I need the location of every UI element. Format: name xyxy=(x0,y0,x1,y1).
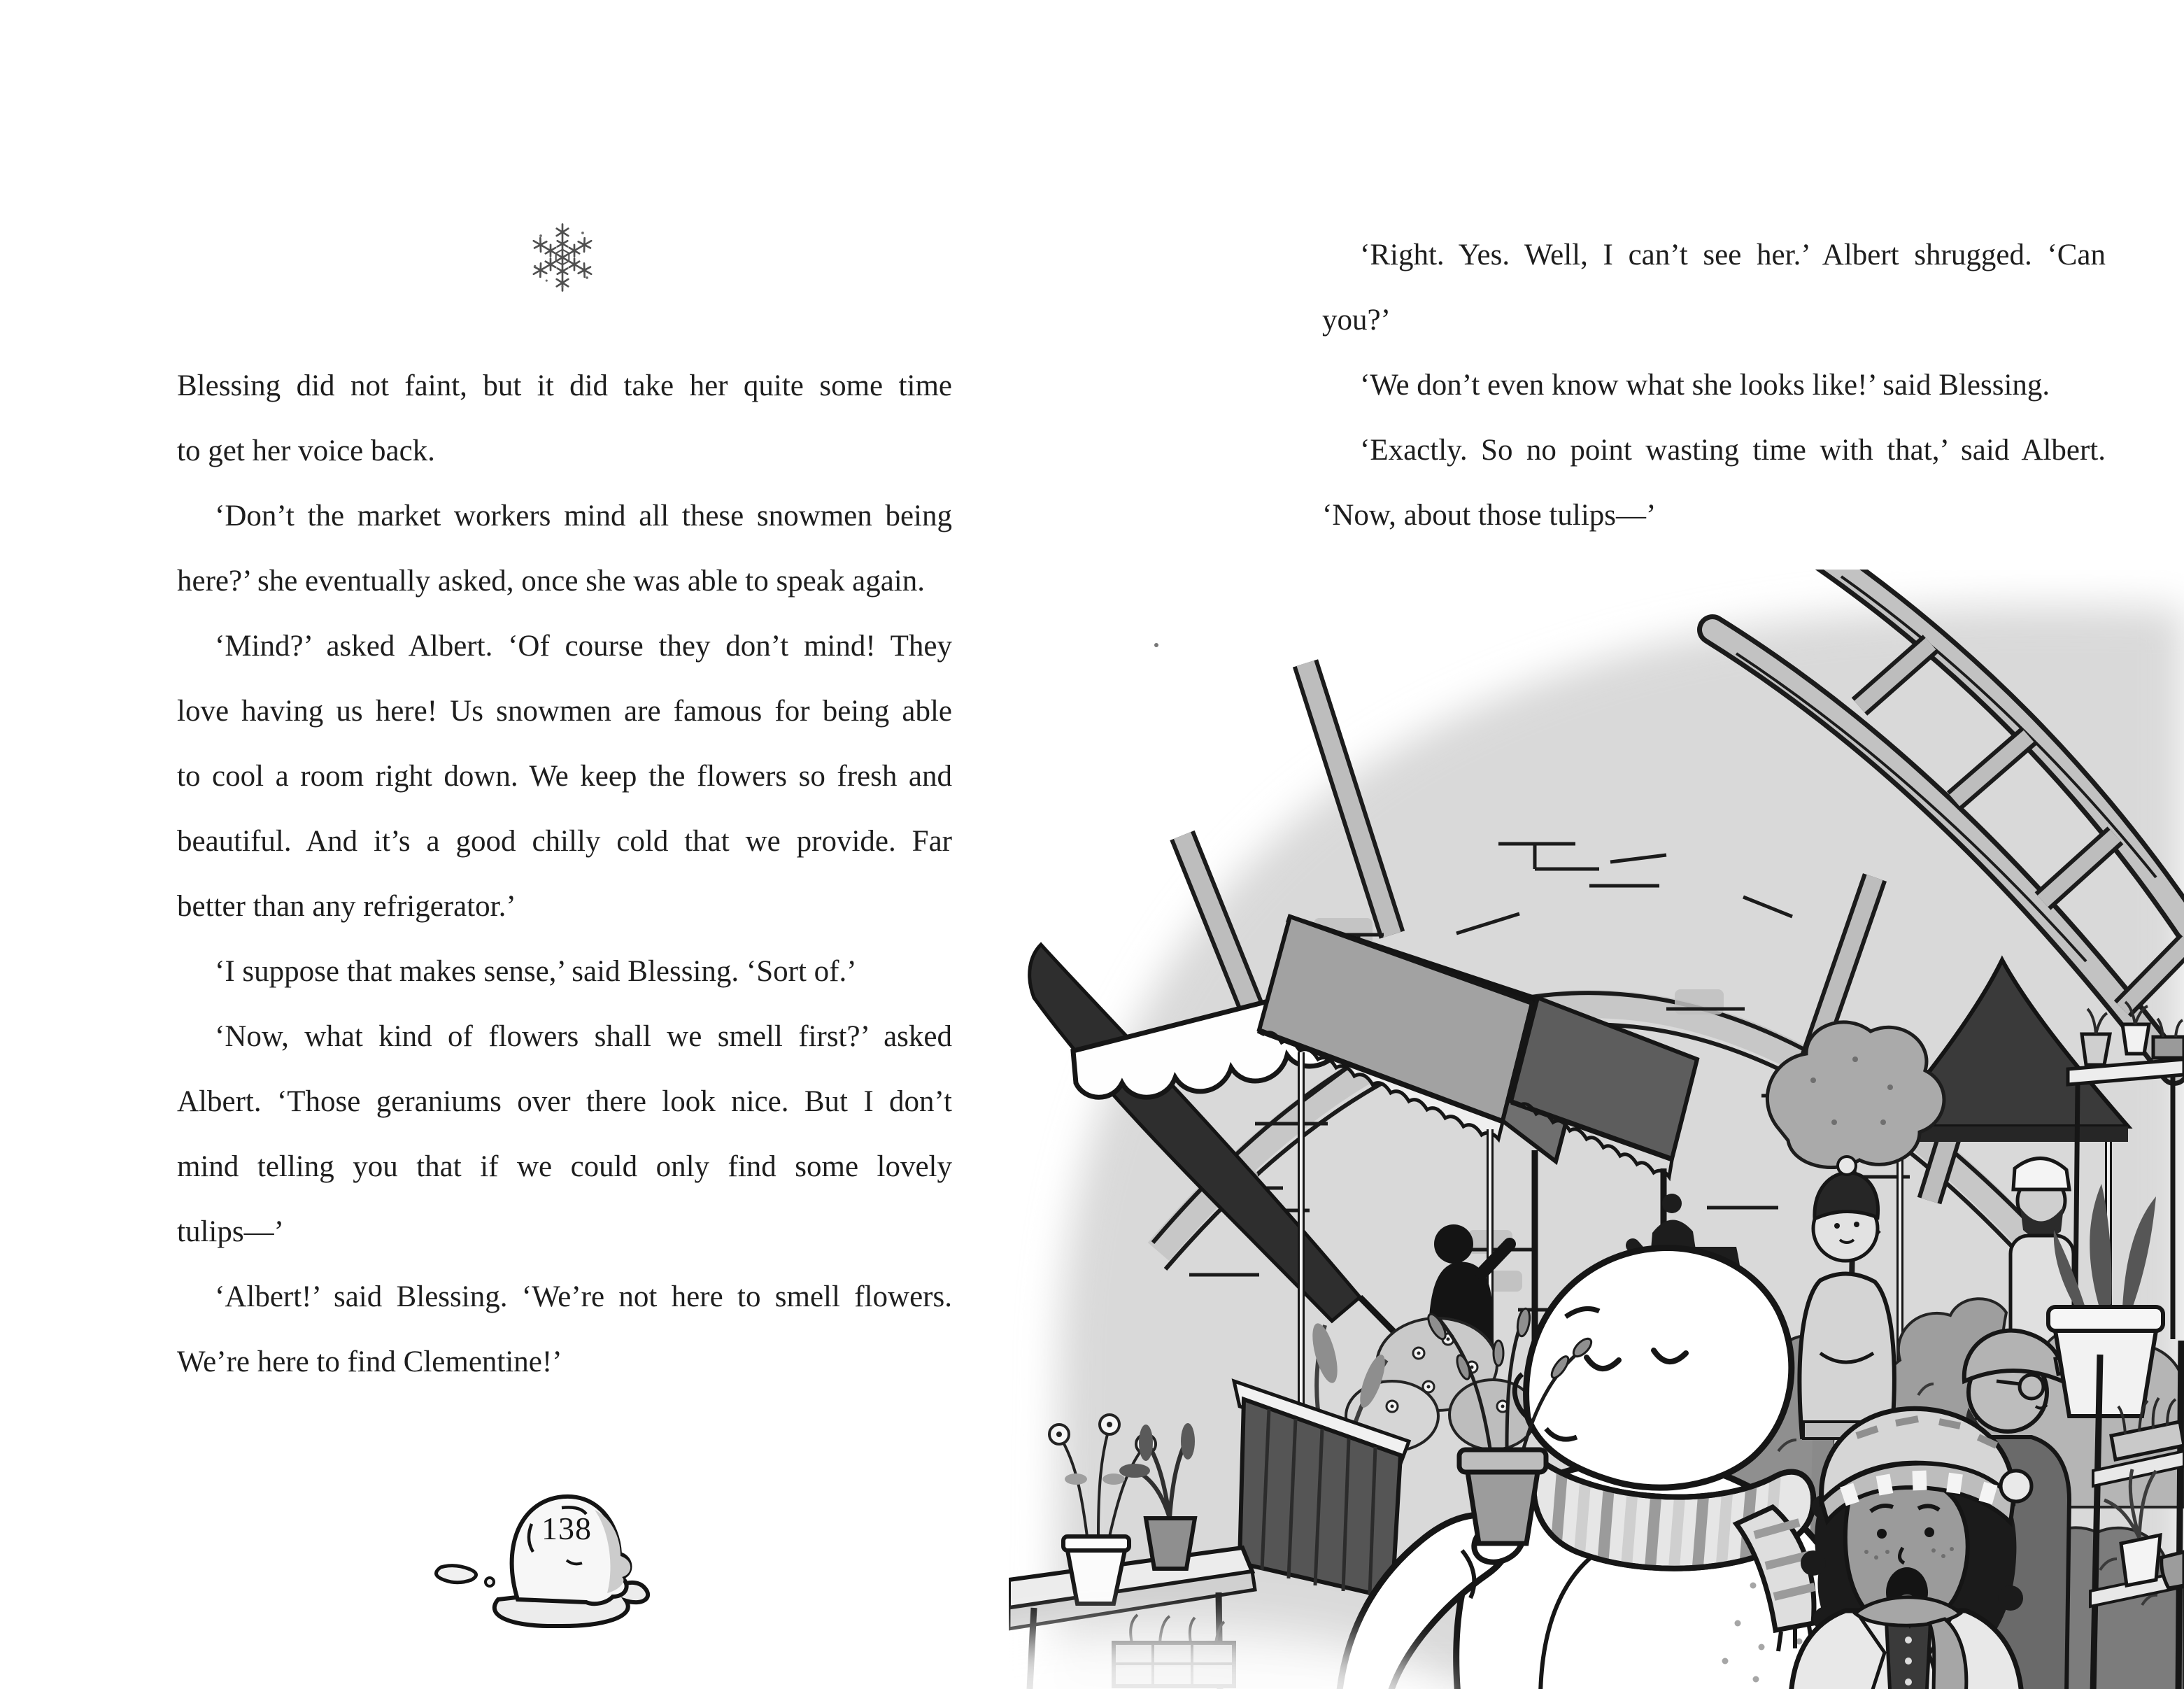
left-page-text xyxy=(177,353,952,1394)
text-line: mind telling you that if we could only find some lovely xyxy=(177,1150,952,1183)
text-line: ‘Exactly. So no point wasting time with that,’ said Albert. xyxy=(1360,434,2106,467)
right-page-text xyxy=(1322,222,2106,548)
right-page xyxy=(1092,0,2184,1689)
text-line: ‘Now, what kind of flowers shall we smell first?’ asked xyxy=(215,1020,952,1053)
text-line: love having us here! Us snowmen are famous for being able xyxy=(177,695,952,728)
market-illustration xyxy=(1009,570,2184,1689)
text-line: to cool a room right down. We keep the flowers so fresh and xyxy=(177,760,952,793)
text-line: ‘We don’t even know what she looks like!’ said Blessing. xyxy=(1360,369,2050,402)
text-line: Albert. ‘Those geraniums over there look nice. But I don’t xyxy=(177,1085,952,1118)
text-line: here?’ she eventually asked, once she was able to speak again. xyxy=(177,565,925,598)
text-line: ‘I suppose that makes sense,’ said Blessing. ‘Sort of.’ xyxy=(215,955,857,988)
snowflake-icon xyxy=(519,214,606,301)
text-line: We’re here to find Clementine!’ xyxy=(177,1345,562,1378)
text-line: tulips—’ xyxy=(177,1215,284,1248)
text-line: ‘Don’t the market workers mind all these snowmen being xyxy=(215,500,952,532)
text-line: you?’ xyxy=(1322,304,1391,337)
text-line: ‘Now, about those tulips—’ xyxy=(1322,499,1657,532)
text-line: ‘Right. Yes. Well, I can’t see her.’ Albert shrugged. ‘Can xyxy=(1360,239,2106,271)
page-number: 138 xyxy=(541,1511,592,1546)
text-line: to get her voice back. xyxy=(177,434,435,467)
text-line: ‘Albert!’ said Blessing. ‘We’re not here to smell flowers. xyxy=(215,1280,952,1313)
text-line: better than any refrigerator.’ xyxy=(177,890,516,923)
snowflake-ornament xyxy=(519,214,606,301)
text-line: Blessing did not faint, but it did take her quite some time xyxy=(177,369,952,402)
text-line: beautiful. And it’s a good chilly cold that we provide. Far xyxy=(177,825,952,858)
page-number-snowman xyxy=(420,1440,672,1650)
text-line: ‘Mind?’ asked Albert. ‘Of course they don’t mind! They xyxy=(215,630,952,663)
